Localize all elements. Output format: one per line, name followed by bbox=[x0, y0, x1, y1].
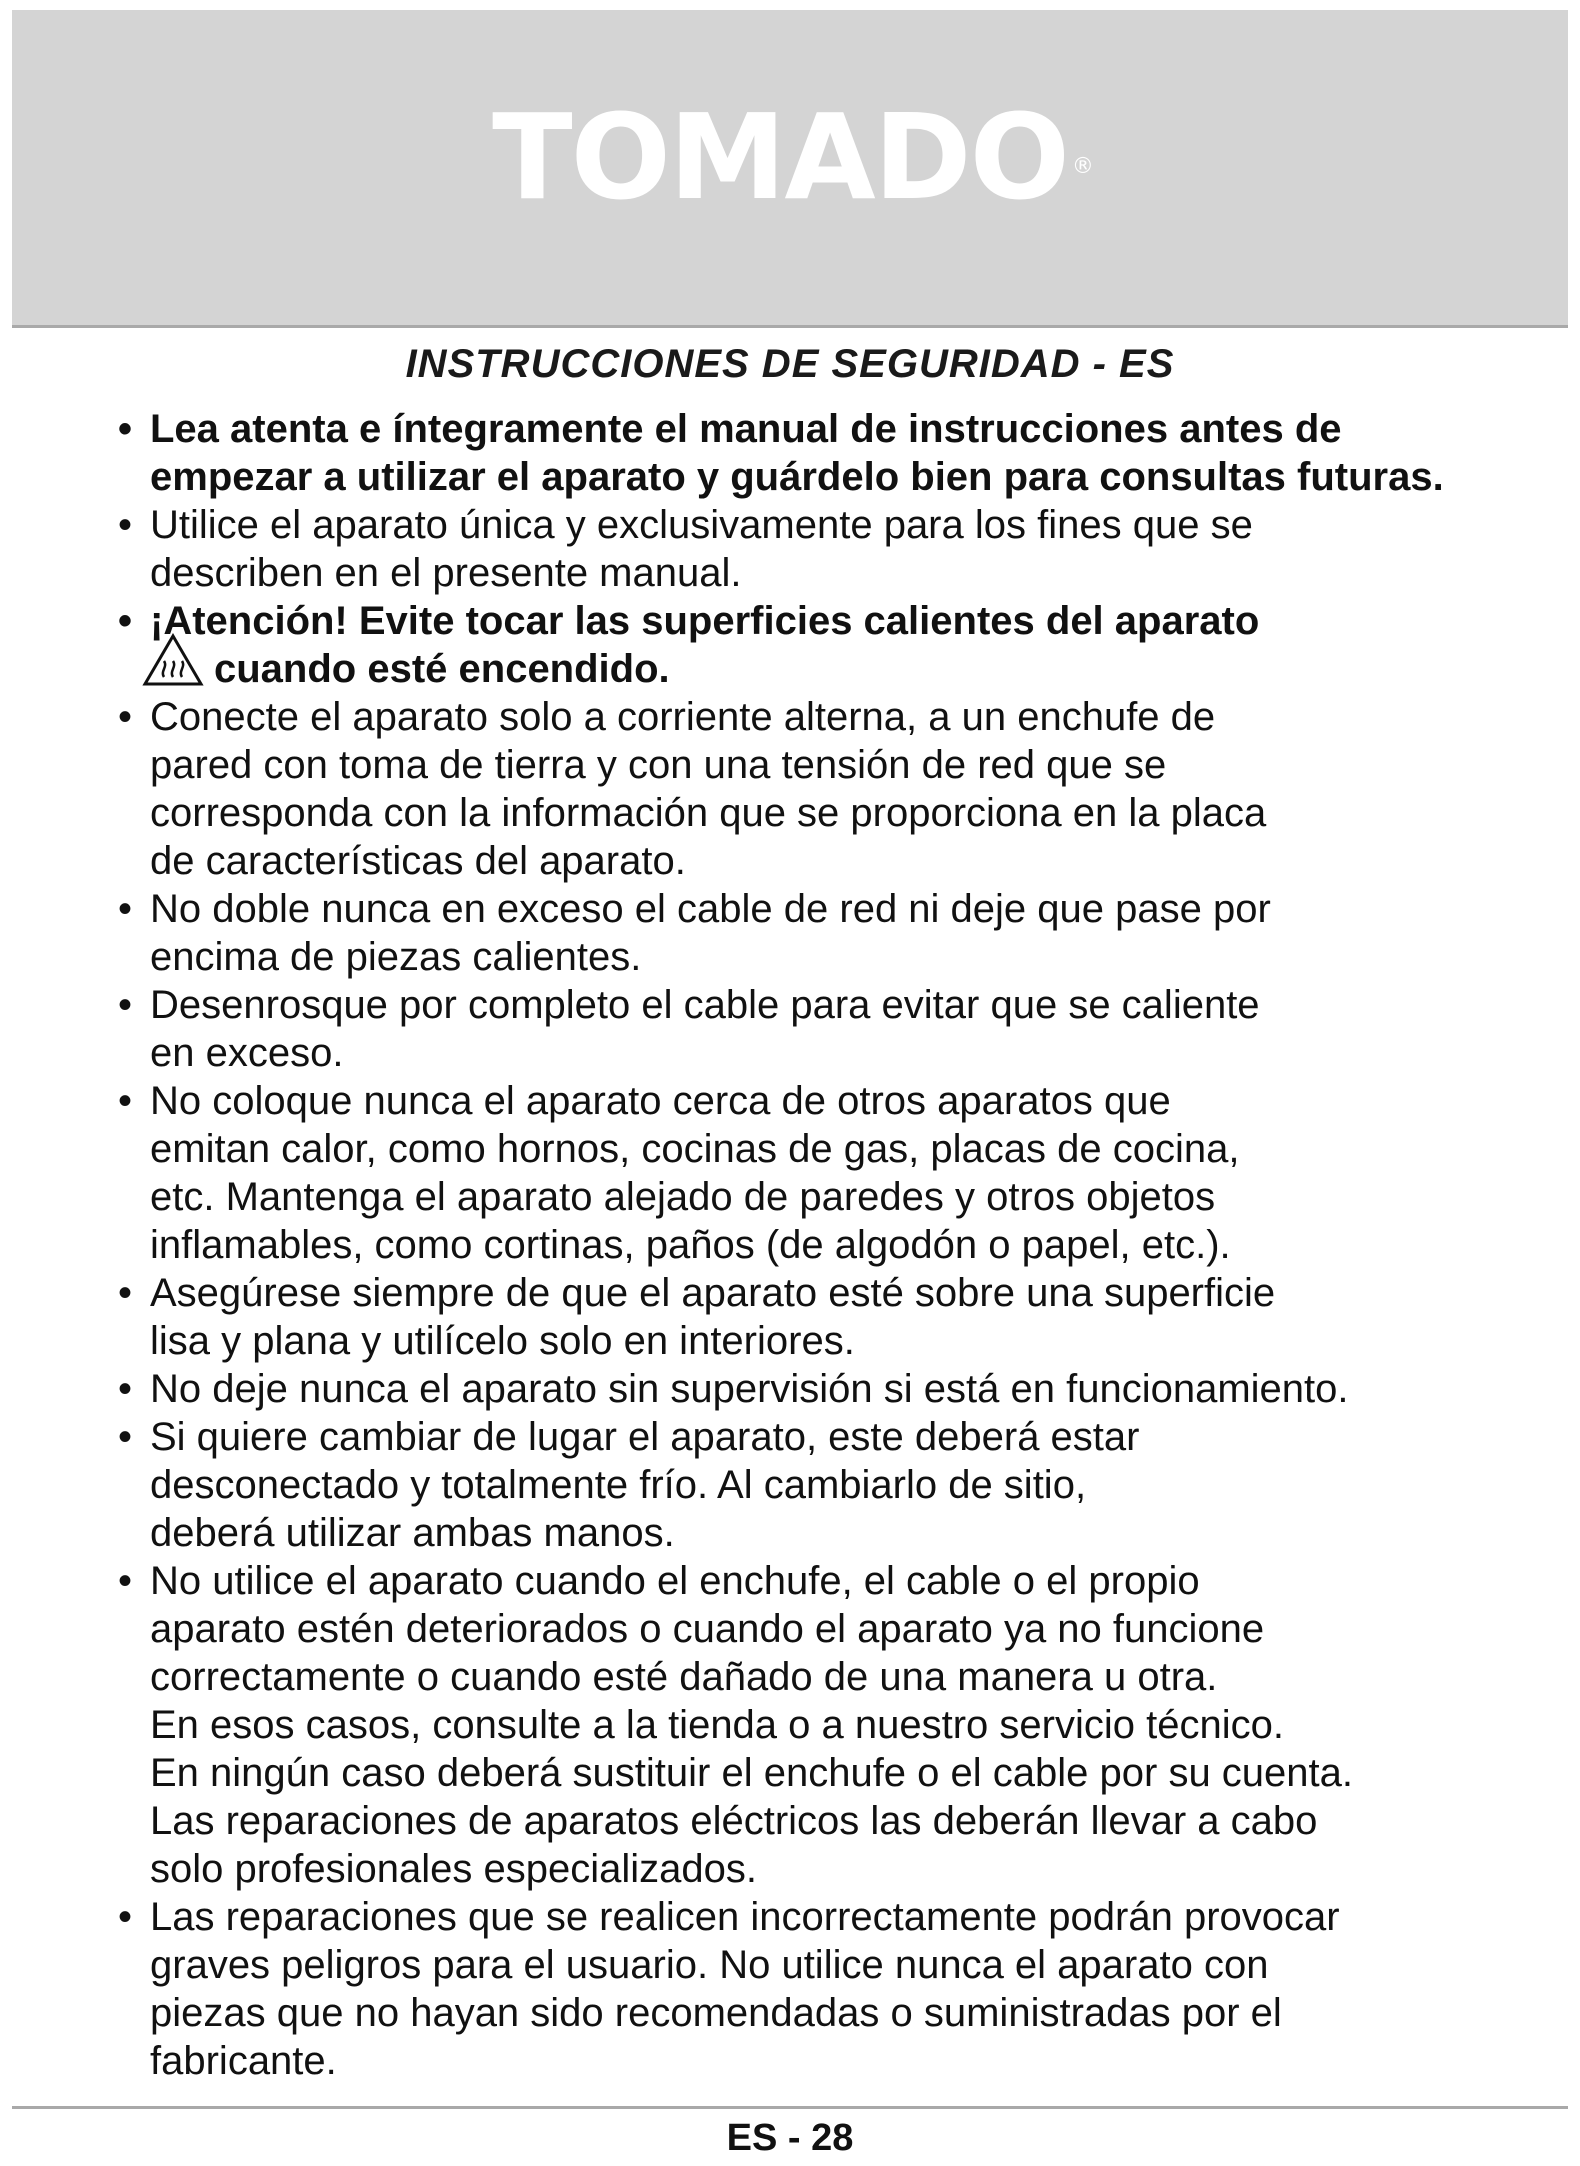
bullet: • bbox=[118, 1079, 133, 1123]
list-item bbox=[118, 693, 1518, 885]
item-line: etc. Mantenga el aparato alejado de paredes y otros objetos bbox=[150, 1175, 1216, 1219]
item-line: cuando esté encendido. bbox=[214, 647, 670, 691]
item-line: inflamables, como cortinas, paños (de algodón o papel, etc.). bbox=[150, 1223, 1231, 1267]
item-line: Conecte el aparato solo a corriente alterna, a un enchufe de bbox=[150, 695, 1216, 739]
item-line: empezar a utilizar el aparato y guárdelo bien para consultas futuras. bbox=[150, 455, 1444, 499]
item-line: desconectado y totalmente frío. Al cambiarlo de sitio, bbox=[150, 1463, 1087, 1507]
list-item bbox=[118, 1413, 1518, 1557]
list-item bbox=[118, 981, 1518, 1077]
item-line: deberá utilizar ambas manos. bbox=[150, 1511, 675, 1555]
list-item bbox=[118, 885, 1518, 981]
item-line: encima de piezas calientes. bbox=[150, 935, 642, 979]
bullet: • bbox=[118, 1559, 133, 1603]
item-line: correctamente o cuando esté dañado de una manera u otra. bbox=[150, 1655, 1218, 1699]
bullet: • bbox=[118, 887, 133, 931]
item-line: solo profesionales especializados. bbox=[150, 1847, 758, 1891]
list-item bbox=[118, 501, 1518, 597]
bullet: • bbox=[118, 1895, 133, 1939]
item-line: No utilice el aparato cuando el enchufe, el cable o el propio bbox=[150, 1559, 1200, 1603]
item-line: Si quiere cambiar de lugar el aparato, este deberá estar bbox=[150, 1415, 1140, 1459]
item-line: ¡Atención! Evite tocar las superficies calientes del aparato bbox=[150, 599, 1260, 643]
item-line: No doble nunca en exceso el cable de red ni deje que pase por bbox=[150, 887, 1271, 931]
page-title: INSTRUCCIONES DE SEGURIDAD - ES bbox=[405, 342, 1175, 386]
registered-mark: ® bbox=[1071, 154, 1092, 179]
item-line: Desenrosque por completo el cable para evitar que se caliente bbox=[150, 983, 1260, 1027]
item-line: Las reparaciones que se realicen incorrectamente podrán provocar bbox=[150, 1895, 1340, 1939]
footer-divider bbox=[12, 2106, 1568, 2109]
item-line: fabricante. bbox=[150, 2039, 337, 2083]
item-line: describen en el presente manual. bbox=[150, 551, 742, 595]
item-line: Lea atenta e íntegramente el manual de instrucciones antes de bbox=[150, 407, 1342, 451]
bullet: • bbox=[118, 1271, 133, 1315]
bullet: • bbox=[118, 599, 133, 643]
item-line: emitan calor, como hornos, cocinas de gas, placas de cocina, bbox=[150, 1127, 1240, 1171]
bullet: • bbox=[118, 407, 133, 451]
hot-surface-warning-icon bbox=[142, 633, 204, 687]
list-item bbox=[118, 1557, 1518, 1893]
item-line: corresponda con la información que se proporciona en la placa bbox=[150, 791, 1267, 835]
item-line: aparato estén deteriorados o cuando el aparato ya no funcione bbox=[150, 1607, 1265, 1651]
safety-instructions-list bbox=[118, 405, 1518, 2085]
bullet: • bbox=[118, 503, 133, 547]
item-line: piezas que no hayan sido recomendadas o suministradas por el bbox=[150, 1991, 1282, 2035]
item-line: en exceso. bbox=[150, 1031, 344, 1075]
item-line: No coloque nunca el aparato cerca de otros aparatos que bbox=[150, 1079, 1171, 1123]
list-item bbox=[118, 405, 1518, 501]
header-band bbox=[12, 10, 1568, 328]
item-line: Asegúrese siempre de que el aparato esté sobre una superficie bbox=[150, 1271, 1276, 1315]
page-number: ES - 28 bbox=[726, 2117, 854, 2159]
brand-name: TOMADO bbox=[492, 88, 1068, 226]
list-item bbox=[118, 597, 1518, 693]
brand-logo bbox=[12, 88, 1568, 226]
item-line: graves peligros para el usuario. No utilice nunca el aparato con bbox=[150, 1943, 1269, 1987]
bullet: • bbox=[118, 983, 133, 1027]
item-line: Las reparaciones de aparatos eléctricos las deberán llevar a cabo bbox=[150, 1799, 1318, 1843]
item-line: En ningún caso deberá sustituir el enchufe o el cable por su cuenta. bbox=[150, 1751, 1354, 1795]
item-line: de características del aparato. bbox=[150, 839, 686, 883]
list-item bbox=[118, 1077, 1518, 1269]
item-line: pared con toma de tierra y con una tensión de red que se bbox=[150, 743, 1167, 787]
item-line: No deje nunca el aparato sin supervisión si está en funcionamiento. bbox=[150, 1367, 1349, 1411]
item-line: En esos casos, consulte a la tienda o a nuestro servicio técnico. bbox=[150, 1703, 1284, 1747]
list-item bbox=[118, 1269, 1518, 1365]
item-line: Utilice el aparato única y exclusivamente para los fines que se bbox=[150, 503, 1253, 547]
bullet: • bbox=[118, 1415, 133, 1459]
list-item bbox=[118, 1365, 1518, 1413]
bullet: • bbox=[118, 695, 133, 739]
bullet: • bbox=[118, 1367, 133, 1411]
list-item bbox=[118, 1893, 1518, 2085]
item-line: lisa y plana y utilícelo solo en interiores. bbox=[150, 1319, 855, 1363]
